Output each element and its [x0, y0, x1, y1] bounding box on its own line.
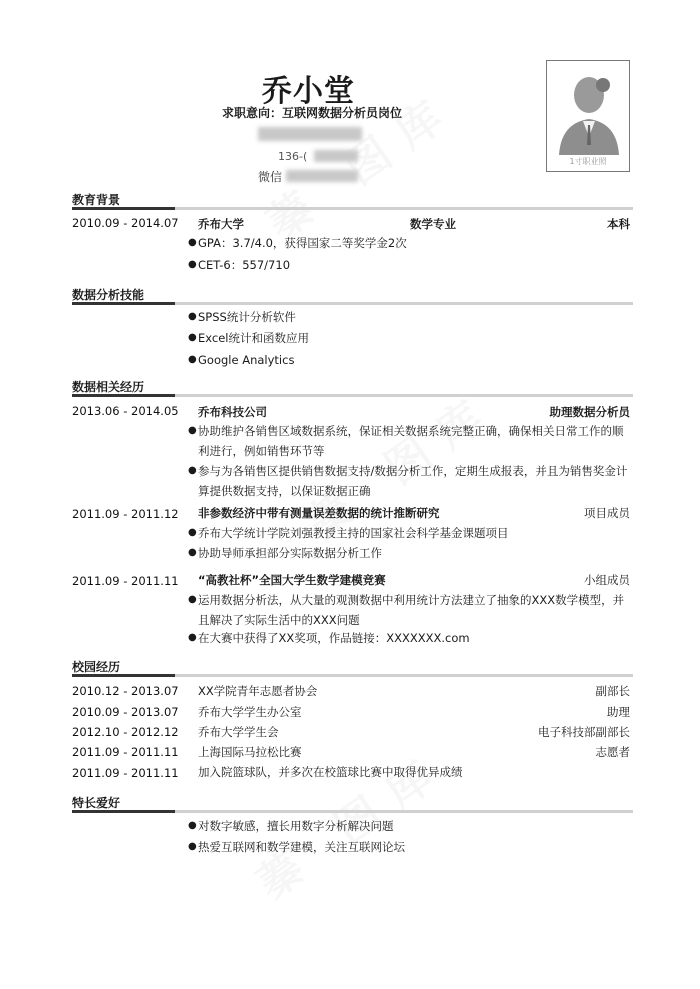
bullet-icon: ●	[188, 820, 197, 831]
list-item: ● Google Analytics	[188, 350, 628, 370]
bullet-icon: ●	[188, 354, 197, 365]
education-school: 乔布大学	[198, 217, 244, 231]
list-item: ● CET-6：557/710	[188, 255, 628, 275]
section-divider	[72, 810, 175, 813]
campus-org: XX学院青年志愿者协会	[198, 684, 318, 698]
bullet-icon: ●	[188, 311, 197, 322]
experience-org: 乔布科技公司	[198, 405, 267, 419]
redacted-phone	[314, 150, 358, 162]
list-item: ● 运用数据分析法，从大量的观测数据中利用统计方法建立了抽象的XXX数学模型，并且解决了实际生活中的XXX问题	[188, 590, 628, 630]
list-item: ● 在大赛中获得了XX奖项，作品链接：XXXXXXX.com	[188, 628, 628, 648]
list-item: ● Excel统计和函数应用	[188, 328, 628, 348]
bullet-icon: ●	[188, 465, 197, 476]
section-title-skills: 数据分析技能	[72, 288, 145, 302]
bullet-icon: ●	[188, 425, 197, 436]
list-item: ● SPSS统计分析软件	[188, 307, 628, 327]
bullet-icon: ●	[188, 632, 197, 643]
education-degree: 本科	[607, 217, 630, 231]
redacted-info	[258, 127, 362, 141]
experience-org: “高教社杯”全国大学生数学建模竞赛	[198, 573, 386, 587]
experience-org: 非参数经济中带有测量误差数据的统计推断研究	[198, 506, 440, 520]
photo-caption: 1寸职业照	[569, 157, 607, 166]
section-divider	[72, 207, 175, 210]
person-avatar-icon	[547, 65, 631, 161]
list-item: ● 参与为各销售区提供销售数据支持/数据分析工作，定期生成报表，并且为销售奖金计算提供数据支持，以保证数据正确	[188, 461, 628, 501]
campus-org: 上海国际马拉松比赛	[198, 745, 302, 759]
section-divider	[175, 674, 633, 677]
list-item: ● 热爱互联网和数学建模，关注互联网论坛	[188, 837, 628, 857]
bullet-icon: ●	[188, 259, 197, 270]
list-item: ● 乔布大学统计学院刘强教授主持的国家社会科学基金课题项目	[188, 523, 628, 543]
bullet-icon: ●	[188, 547, 197, 558]
campus-role: 副部长	[595, 684, 630, 698]
bullet-icon: ●	[188, 332, 197, 343]
profile-photo	[546, 60, 630, 172]
section-divider	[72, 394, 175, 397]
bullet-icon: ●	[188, 594, 197, 605]
section-divider	[175, 302, 633, 305]
bullet-icon: ●	[188, 841, 197, 852]
list-item: ● GPA：3.7/4.0，获得国家二等奖学金2次	[188, 233, 628, 253]
experience-role: 项目成员	[584, 506, 630, 520]
bullet-icon: ●	[188, 527, 197, 538]
section-title-hobbies: 特长爱好	[72, 796, 121, 810]
section-divider	[72, 674, 175, 677]
campus-org: 加入院篮球队，并多次在校篮球比赛中取得优异成绩	[198, 765, 463, 779]
list-item: ● 协助维护各销售区域数据系统，保证相关数据系统完整正确，确保相关日常工作的顺利进行，例如销售环节等	[188, 421, 628, 461]
campus-org: 乔布大学学生会	[198, 725, 279, 739]
redacted-wechat	[286, 170, 358, 182]
section-title-experience: 数据相关经历	[72, 380, 145, 394]
experience-date: 2011.09 - 2011.11	[72, 574, 179, 588]
section-divider	[72, 302, 175, 305]
job-intent: 求职意向：互联网数据分析员岗位	[222, 106, 403, 120]
section-divider	[175, 810, 633, 813]
campus-date: 2012.10 - 2012.12	[72, 725, 179, 739]
campus-date: 2011.09 - 2011.11	[72, 766, 179, 780]
section-title-campus: 校园经历	[72, 660, 121, 674]
campus-date: 2010.12 - 2013.07	[72, 684, 179, 698]
experience-date: 2013.06 - 2014.05	[72, 404, 179, 418]
education-date: 2010.09 - 2014.07	[72, 216, 179, 230]
section-divider	[175, 207, 633, 210]
experience-role: 助理数据分析员	[549, 405, 630, 419]
campus-date: 2011.09 - 2011.11	[72, 745, 179, 759]
campus-org: 乔布大学学生办公室	[198, 705, 302, 719]
campus-role: 志愿者	[595, 745, 630, 759]
section-divider	[175, 394, 633, 397]
candidate-name: 乔小堂	[262, 74, 355, 109]
experience-role: 小组成员	[584, 573, 630, 587]
campus-role: 助理	[607, 705, 630, 719]
education-major: 数学专业	[410, 217, 456, 231]
list-item: ● 对数字敏感，擅长用数字分析解决问题	[188, 816, 628, 836]
phone-number: 136-(	[278, 150, 308, 163]
list-item: ● 协助导师承担部分实际数据分析工作	[188, 543, 628, 563]
experience-date: 2011.09 - 2011.12	[72, 507, 179, 521]
campus-date: 2010.09 - 2013.07	[72, 705, 179, 719]
campus-role: 电子科技部副部长	[538, 725, 630, 739]
wechat-label: 微信	[258, 170, 283, 184]
section-title-education: 教育背景	[72, 193, 121, 207]
bullet-icon: ●	[188, 237, 197, 248]
